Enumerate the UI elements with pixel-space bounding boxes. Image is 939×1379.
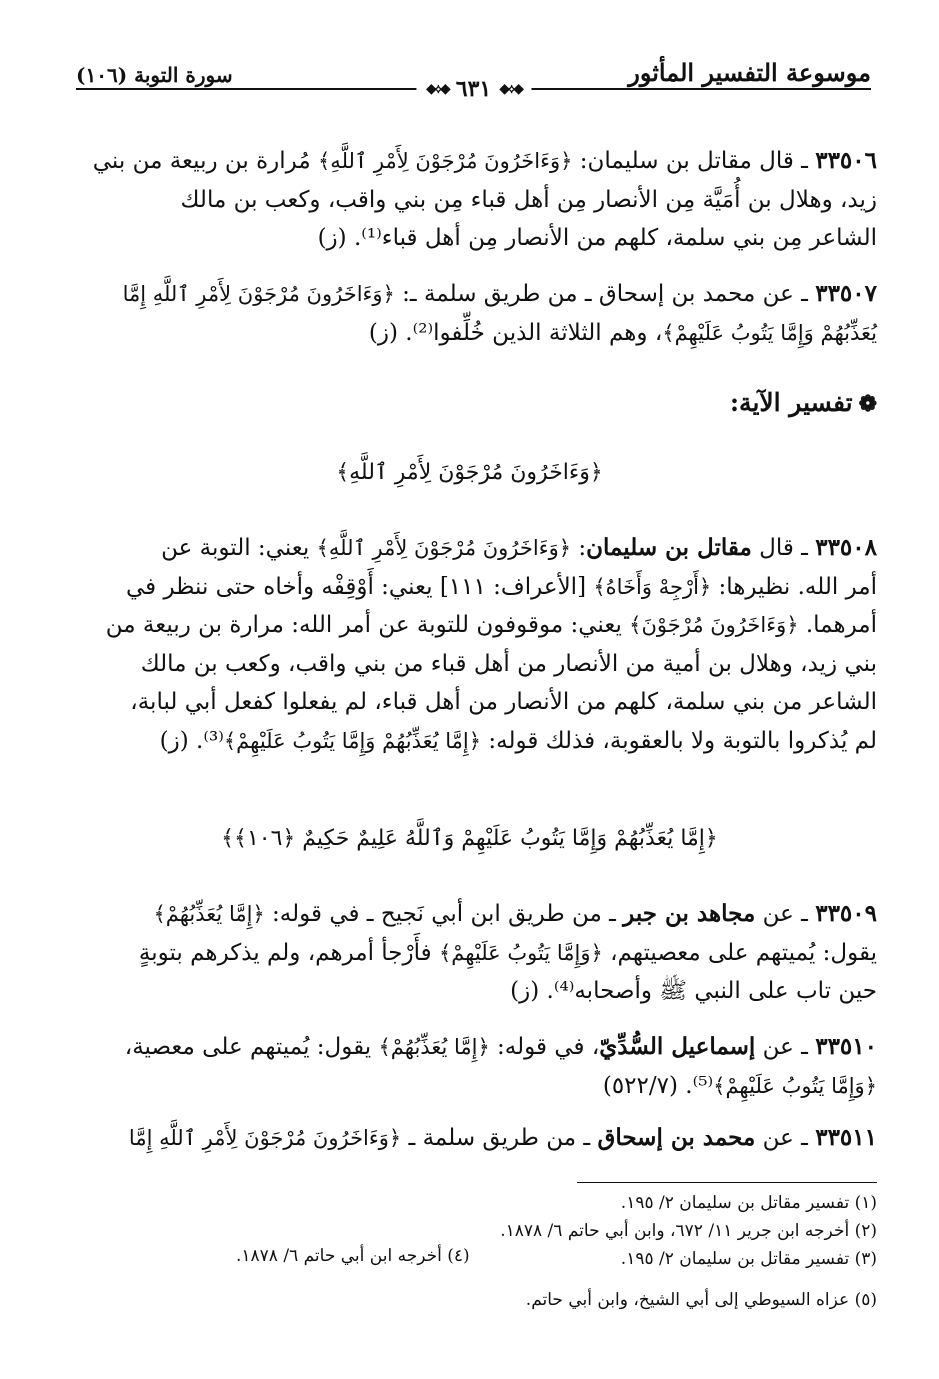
- quran-quote: ﴿إِمَّا يُعَذِّبُهُمْ﴾: [378, 1035, 490, 1059]
- running-header: [76, 58, 871, 100]
- ornament-icon: ◆⟡◆: [425, 81, 448, 97]
- entry-number: ٣٣٥٠٨: [815, 534, 877, 561]
- quran-quote: ﴿أَرْجِهْ وَأَخَاهُ﴾: [593, 574, 712, 599]
- entry-text: :: [571, 535, 587, 561]
- entry-text: يقول: يُميتهم على معصيتهم،: [602, 939, 877, 966]
- entry-number: ٣٣٥٠٩: [815, 900, 877, 927]
- surah-label: سورة التوبة (١٠٦): [76, 62, 241, 88]
- entry-text: ـ عن: [755, 1125, 816, 1151]
- entry-line: [61, 722, 877, 761]
- entry-33509: [61, 895, 877, 1011]
- narrator-name: مقاتل بن سليمان: [586, 534, 752, 561]
- entry-line: [61, 895, 877, 934]
- entry-number: ٣٣٥١٠: [815, 1033, 877, 1060]
- entry-33506: [61, 142, 877, 258]
- entry-line: [61, 529, 877, 568]
- entry-line: [61, 275, 877, 314]
- entry-text: ـ قال مقاتل بن سليمان:: [572, 148, 816, 174]
- entry-line: [61, 934, 877, 973]
- footnote-1: (١) تفسير مقاتل بن سليمان ٢/ ١٩٥.: [620, 1193, 877, 1213]
- entry-text: يقول: يُميتهم على معصية،: [124, 1034, 379, 1060]
- page-number: ٦٣١: [455, 76, 492, 102]
- entry-text: يعني: التوبة عن: [161, 535, 317, 561]
- entry-text: ، في قوله:: [489, 1034, 600, 1060]
- entry-text: ـ قال: [751, 535, 816, 561]
- book-title: موسوعة التفسير المأثور: [620, 58, 871, 88]
- entry-line: حين تاب على النبي ﷺ وأصحابه⁽⁴⁾. (ز): [510, 978, 877, 1004]
- narrator-name: إسماعيل السُّدِّيّ: [599, 1033, 756, 1060]
- footnote-4: (٤) أخرجه ابن أبي حاتم ٦/ ١٨٧٨.: [236, 1246, 470, 1266]
- entry-line: [61, 1067, 877, 1106]
- entry-line: [61, 606, 877, 645]
- entry-line: زيد، وهلال بن أُمَيَّة مِن الأنصار مِن أهل قباء مِن بني واقب، وكعب بن مالك: [180, 186, 877, 213]
- entry-line: [61, 314, 877, 353]
- footnote-2: (٢) أخرجه ابن جرير ١١/ ٦٧٢، وابن أبي حاتم ٦/ ١٨٧٨.: [500, 1221, 877, 1241]
- narrator-name: محمد بن إسحاق: [597, 1124, 756, 1151]
- entry-text: ، وهم الثلاثة الذين خُلِّفوا⁽²⁾. (ز): [368, 319, 663, 346]
- entry-text: يعني: موقوفون للتوبة عن أمر الله: مرارة بن ربيعة من: [105, 612, 630, 638]
- ornament-icon: ◆⟡◆: [499, 81, 522, 97]
- entry-line: بني زيد، وهلال بن أمية من الأنصار من أهل قباء من بني واقب، وكعب بن مالك: [140, 650, 877, 677]
- verse-heading-1: ﴿وَءَاخَرُونَ مُرْجَوْنَ لِأَمْرِ ٱللَّهِ﴾: [336, 460, 603, 485]
- quran-quote: ﴿إِمَّا يُعَذِّبُهُمْ وَإِمَّا يَتُوبُ عَلَيْهِمْ﴾: [223, 728, 482, 753]
- entry-33510: [61, 1028, 877, 1105]
- entry-line: الشاعر مِن بني سلمة، كلهم من الأنصار مِن أهل قباء⁽¹⁾. (ز): [317, 225, 877, 251]
- entry-text: ـ من طريق ابن أبي نَجيح ـ في قوله:: [264, 901, 624, 927]
- page-number-group: [416, 76, 531, 102]
- entry-number: ٣٣٥٠٧: [815, 280, 877, 307]
- quran-quote: ﴿وَءَاخَرُونَ مُرْجَوْنَ﴾: [629, 613, 799, 637]
- entry-line: الشاعر من بني سلمة، كلهم من الأنصار من أهل قباء، لم يفعلوا كفعل أبي لبابة،: [130, 689, 877, 715]
- footnote-5: (٥) عزاه السيوطي إلى أبي الشيخ، وابن أبي حاتم.: [525, 1290, 877, 1310]
- entry-33511: [61, 1119, 877, 1158]
- entry-33507: [61, 275, 877, 352]
- section-title: تفسير الآية:: [729, 388, 853, 417]
- entry-text: أمرهما.: [798, 612, 877, 638]
- entry-text: ـ عن: [755, 901, 816, 927]
- section-heading: [730, 388, 877, 417]
- verse-heading-2: ﴿إِمَّا يُعَذِّبُهُمْ وَإِمَّا يَتُوبُ عَلَيْهِمْ وَٱللَّهُ عَلِيمٌ حَكِيمٌ ﴿١٠٦﴾﴾: [221, 826, 718, 851]
- quran-quote: ﴿وَإِمَّا يَتُوبُ عَلَيْهِمْ﴾: [438, 940, 603, 965]
- entry-line: [61, 1028, 877, 1067]
- quran-quote: ﴿إِمَّا يُعَذِّبُهُمْ﴾: [153, 902, 265, 926]
- quran-quote: ﴿وَءَاخَرُونَ مُرْجَوْنَ لِأَمْرِ ٱللَّهِ﴾: [318, 149, 573, 173]
- quran-quote: ﴿وَءَاخَرُونَ مُرْجَوْنَ لِأَمْرِ ٱللَّهِ إِمَّا: [122, 282, 395, 306]
- entry-number: ٣٣٥٠٦: [815, 147, 877, 174]
- entry-text: ⁽⁵⁾. (٥٢٢/٧): [602, 1072, 714, 1099]
- entry-line: [61, 568, 877, 607]
- entry-text: فأَرْجأ أمرهم، ولم يذكرهم بتوبةٍ: [138, 939, 439, 966]
- entry-text: ـ عن محمد بن إسحاق ـ من طريق سلمة ـ:: [394, 281, 816, 307]
- entry-number: ٣٣٥١١: [815, 1124, 877, 1151]
- quran-quote: ﴿وَإِمَّا يَتُوبُ عَلَيْهِمْ﴾: [713, 1073, 877, 1098]
- footnote-3: (٣) تفسير مقاتل بن سليمان ٢/ ١٩٥.: [620, 1249, 877, 1269]
- entry-text: مُرارة بن ربيعة من بني: [92, 148, 318, 174]
- entry-line: [61, 1119, 877, 1158]
- entry-text: ـ من طريق سلمة ـ: [401, 1125, 598, 1151]
- entry-text: ⁽³⁾. (ز): [159, 727, 224, 754]
- quran-quote: ﴿وَءَاخَرُونَ مُرْجَوْنَ لِأَمْرِ ٱللَّهِ إِمَّا: [128, 1126, 402, 1150]
- quran-quote: يُعَذِّبُهُمْ وَإِمَّا يَتُوبُ عَلَيْهِمْ﴾: [662, 320, 877, 345]
- quran-quote: ﴿وَءَاخَرُونَ مُرْجَوْنَ لِأَمْرِ ٱللَّهِ﴾: [316, 536, 572, 560]
- entry-text: ـ عن: [755, 1034, 816, 1060]
- entry-text: لم يُذكروا بالتوبة ولا بالعقوبة، فذلك قوله:: [481, 727, 877, 754]
- footnote-separator: [577, 1182, 877, 1183]
- entry-33508: [61, 529, 877, 760]
- entry-text: [الأعراف: ١١١] يعني: أَوْقِفْه وأخاه حتى ننظر في: [125, 573, 594, 600]
- flower-icon: ❁: [858, 391, 877, 417]
- narrator-name: مجاهد بن جبر: [623, 900, 756, 927]
- entry-line: [61, 142, 877, 181]
- entry-text: أمر الله. نظيرها:: [711, 573, 877, 600]
